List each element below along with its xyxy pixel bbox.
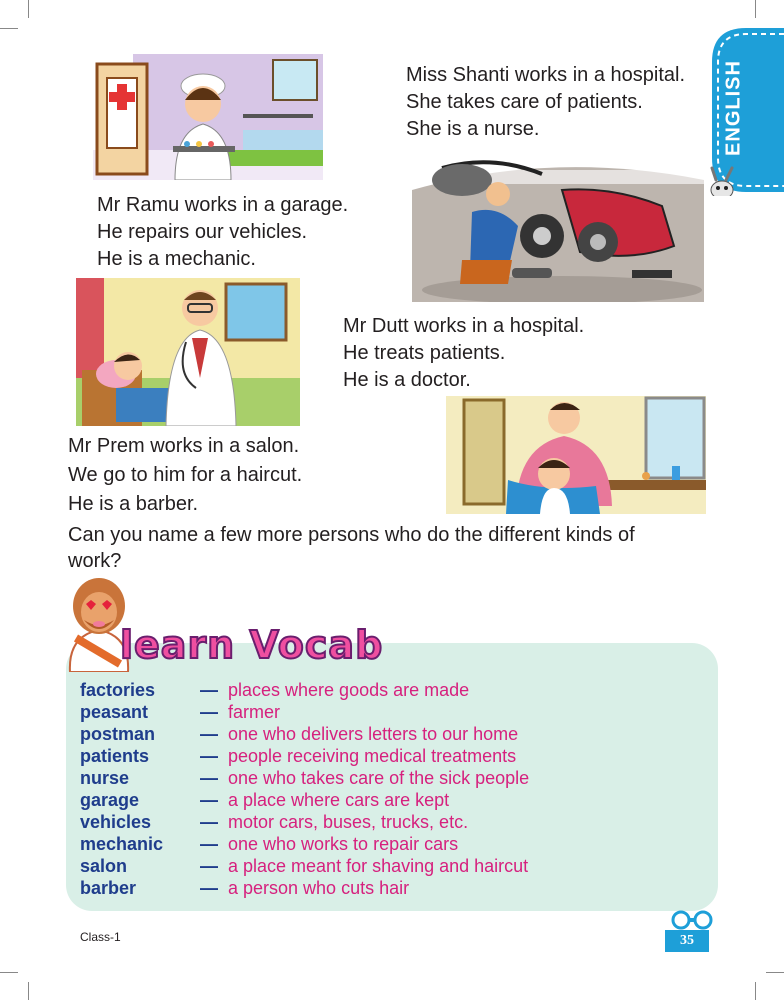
- vocab-dash: —: [200, 834, 218, 854]
- text-line: She is a nurse.: [406, 118, 540, 140]
- mechanic-illustration: [412, 150, 704, 302]
- crop-mark: [28, 0, 29, 18]
- vocab-meaning: farmer: [228, 702, 281, 722]
- class-label: Class-1: [80, 930, 121, 944]
- text-line: Mr Dutt works in a hospital.: [343, 315, 585, 337]
- vocab-word: salon: [80, 856, 128, 876]
- vocab-meaning: one who takes care of the sick people: [228, 768, 530, 788]
- crop-mark: [0, 972, 18, 973]
- text-line: He repairs our vehicles.: [97, 221, 308, 243]
- text-line: He is a mechanic.: [97, 248, 256, 270]
- text-line: Mr Prem works in a salon.: [68, 435, 300, 457]
- vocab-dash: —: [200, 702, 218, 722]
- vocab-word: mechanic: [80, 834, 164, 854]
- vocab-word: nurse: [80, 768, 130, 788]
- vocab-word: peasant: [80, 702, 149, 722]
- vocab-meaning: motor cars, buses, trucks, etc.: [228, 812, 469, 832]
- crop-mark: [28, 982, 29, 1000]
- question: [68, 522, 716, 574]
- question-line: work?: [68, 550, 122, 572]
- barber-text: [68, 432, 302, 519]
- text-line: He is a barber.: [68, 493, 199, 515]
- text-line: She takes care of patients.: [406, 91, 643, 113]
- vocab-meaning: one who delivers letters to our home: [228, 724, 519, 744]
- vocab-dash: —: [200, 878, 218, 898]
- vocab-meaning: one who works to repair cars: [228, 834, 459, 854]
- nurse-text: [406, 62, 685, 143]
- vocab-dash: —: [200, 856, 218, 876]
- doctor-text: [343, 313, 584, 394]
- vocab-meaning: places where goods are made: [228, 680, 470, 700]
- vocab-dash: —: [200, 680, 218, 700]
- doctor-illustration: [76, 278, 300, 426]
- vocab-dash: —: [200, 724, 218, 744]
- english-tab-label: ENGLISH: [722, 60, 745, 156]
- crop-mark: [755, 0, 756, 18]
- text-line: He treats patients.: [343, 342, 506, 364]
- mechanic-text: [97, 192, 348, 273]
- text-line: Mr Ramu works in a garage.: [97, 194, 349, 216]
- vocab-dash: —: [200, 812, 218, 832]
- vocab-dash: —: [200, 768, 218, 788]
- text-line: Miss Shanti works in a hospital.: [406, 64, 686, 86]
- vocab-word: vehicles: [80, 812, 152, 832]
- text-line: We go to him for a haircut.: [68, 464, 303, 486]
- vocab-word: barber: [80, 878, 137, 898]
- vocab-dash: —: [200, 746, 218, 766]
- learn-vocab-heading: learn Vocab: [120, 623, 384, 667]
- crop-mark: [755, 982, 756, 1000]
- text-line: He is a doctor.: [343, 369, 471, 391]
- vocab-word: patients: [80, 746, 150, 766]
- vocab-word: postman: [80, 724, 156, 744]
- vocab-meaning: people receiving medical treatments: [228, 746, 517, 766]
- crop-mark: [766, 972, 784, 973]
- page-number: 35: [680, 933, 694, 948]
- vocab-meaning: a person who cuts hair: [228, 878, 410, 898]
- vocab-word: garage: [80, 790, 140, 810]
- question-line: Can you name a few more persons who do the different kinds of: [68, 524, 635, 546]
- vocab-meaning: a place meant for shaving and haircut: [228, 856, 529, 876]
- nurse-illustration: [93, 54, 323, 180]
- vocab-dash: —: [200, 790, 218, 810]
- vocab-meaning: a place where cars are kept: [228, 790, 450, 810]
- barber-illustration: [446, 396, 706, 514]
- vocab-word: factories: [80, 680, 156, 700]
- crop-mark: [0, 28, 18, 29]
